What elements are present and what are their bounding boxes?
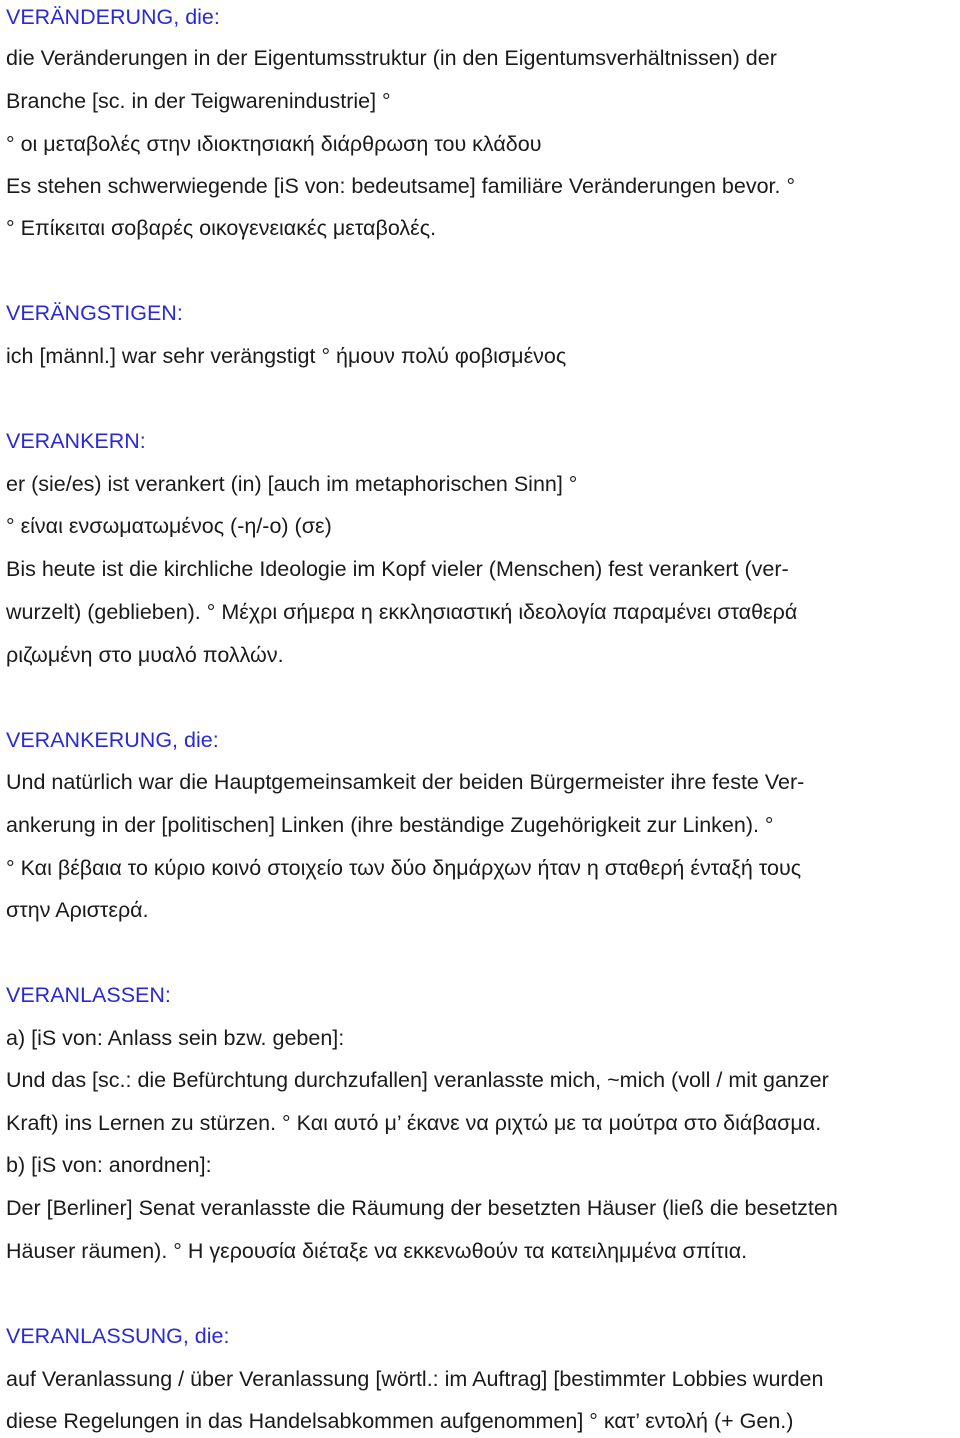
entry-text-line: a) [iS von: Anlass sein bzw. geben]:: [6, 1026, 345, 1050]
entry-text-line: b) [iS von: anordnen]:: [6, 1153, 212, 1177]
entry-text-line: στην Αριστερά.: [6, 898, 149, 922]
entry-text-line: wurzelt) (geblieben). ° Μέχρι σήμερα η εκκλησιαστική ιδεολογία παραμένει σταθερά: [6, 600, 798, 624]
entry-text-line: ° οι μεταβολές στην ιδιοκτησιακή διάρθρωση του κλάδου: [6, 132, 542, 156]
entry-heading-verankern: VERANKERN:: [6, 429, 146, 453]
entry-text-line: ich [männl.] war sehr verängstigt ° ήμουν πολύ φοβισμένος: [6, 344, 567, 368]
entry-text-line: ° Και βέβαια το κύριο κοινό στοιχείο των δύο δημάρχων ήταν η σταθερή ένταξή τους: [6, 856, 802, 880]
entry-text-line: ριζωμένη στο μυαλό πολλών.: [6, 643, 284, 667]
entry-text-line: er (sie/es) ist verankert (in) [auch im metaphorischen Sinn] °: [6, 472, 578, 496]
entry-text-line: ° Επίκειται σοβαρές οικογενειακές μεταβολές.: [6, 216, 437, 240]
entry-text-line: Und das [sc.: die Befürchtung durchzufallen] veranlasste mich, ~mich (voll / mit ganzer: [6, 1068, 829, 1092]
entry-text-line: Kraft) ins Lernen zu stürzen. ° Και αυτό μ’ έκανε να ριχτώ με τα μούτρα στο διάβασμα.: [6, 1111, 822, 1135]
entry-text-line: diese Regelungen in das Handelsabkommen aufgenommen] ° κατ’ εντολή (+ Gen.): [6, 1409, 794, 1433]
entry-text-line: Und natürlich war die Hauptgemeinsamkeit der beiden Bürgermeister ihre feste Ver-: [6, 770, 805, 794]
entry-text-line: ankerung in der [politischen] Linken (ihre beständige Zugehörigkeit zur Linken). °: [6, 813, 774, 837]
entry-text-line: Der [Berliner] Senat veranlasste die Räumung der besetzten Häuser (ließ die besetzten: [6, 1196, 838, 1220]
entry-heading-verankerung: VERANKERUNG, die:: [6, 728, 219, 752]
entry-text-line: die Veränderungen in der Eigentumsstruktur (in den Eigentumsverhältnissen) der: [6, 46, 777, 70]
entry-heading-veraenderung: VERÄNDERUNG, die:: [6, 5, 220, 29]
entry-heading-veraengstigen: VERÄNGSTIGEN:: [6, 301, 183, 325]
entry-text-line: Häuser räumen). ° Η γερουσία διέταξε να εκκενωθούν τα κατειλημμένα σπίτια.: [6, 1239, 748, 1263]
entry-text-line: auf Veranlassung / über Veranlassung [wörtl.: im Auftrag] [bestimmter Lobbies wurden: [6, 1367, 824, 1391]
entry-text-line: ° είναι ενσωματωμένος (-η/-ο) (σε): [6, 514, 332, 538]
entry-text-line: Branche [sc. in der Teigwarenindustrie] °: [6, 89, 391, 113]
entry-heading-veranlassen: VERANLASSEN:: [6, 983, 171, 1007]
entry-text-line: Es stehen schwerwiegende [iS von: bedeutsame] familiäre Veränderungen bevor. °: [6, 174, 796, 198]
entry-text-line: Bis heute ist die kirchliche Ideologie im Kopf vieler (Menschen) fest verankert (ver-: [6, 557, 789, 581]
entry-heading-veranlassung: VERANLASSUNG, die:: [6, 1324, 230, 1348]
